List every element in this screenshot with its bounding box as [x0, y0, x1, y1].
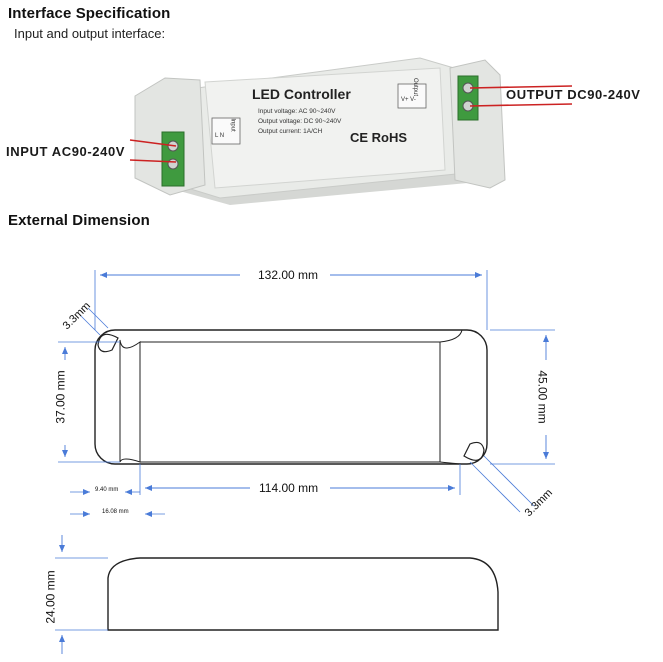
output-terminal-label: Output: [412, 77, 419, 97]
output-terminal-pins: V+ V-: [401, 97, 416, 103]
input-terminal-label: Input: [229, 118, 236, 132]
output-callout: OUTPUT DC90-240V: [506, 87, 641, 102]
dim-width-outer: 45.00 mm: [535, 370, 550, 424]
dim-width-inner: 37.00 mm: [53, 370, 68, 424]
product-illustration: [0, 0, 663, 210]
input-callout: INPUT AC90-240V: [6, 144, 126, 159]
external-dimension-heading: External Dimension: [8, 212, 150, 229]
dim-offset-large: 16.08 mm: [102, 509, 129, 515]
input-terminal-pins: L N: [215, 133, 225, 139]
product-title: LED Controller: [252, 86, 351, 102]
dim-offset-small: 9.40 mm: [95, 487, 119, 493]
dim-overall-length: 132.00 mm: [258, 268, 319, 282]
interface-spec-heading: Interface Specification: [8, 5, 171, 22]
spec-output-voltage: Output voltage: DC 90~240V: [258, 118, 342, 125]
case-outline-side-view: [108, 558, 498, 630]
dim-corner-bottom-right: 3.3mm: [522, 486, 555, 520]
dim-corner-top-left: 3.3mm: [60, 299, 93, 333]
spec-input-voltage: Input voltage: AC 90~240V: [258, 108, 336, 115]
case-outline-top-view: [95, 330, 487, 464]
cert-marks: CE RoHS: [350, 130, 408, 145]
dimension-drawing: [0, 230, 663, 662]
dim-inner-length: 114.00 mm: [259, 481, 319, 495]
dim-height: 24.00 mm: [43, 570, 58, 624]
interface-subheading: Input and output interface:: [14, 26, 166, 41]
input-terminal-block: [162, 132, 184, 186]
spec-output-current: Output current: 1A/CH: [258, 128, 323, 135]
output-terminal-block: [458, 76, 478, 120]
